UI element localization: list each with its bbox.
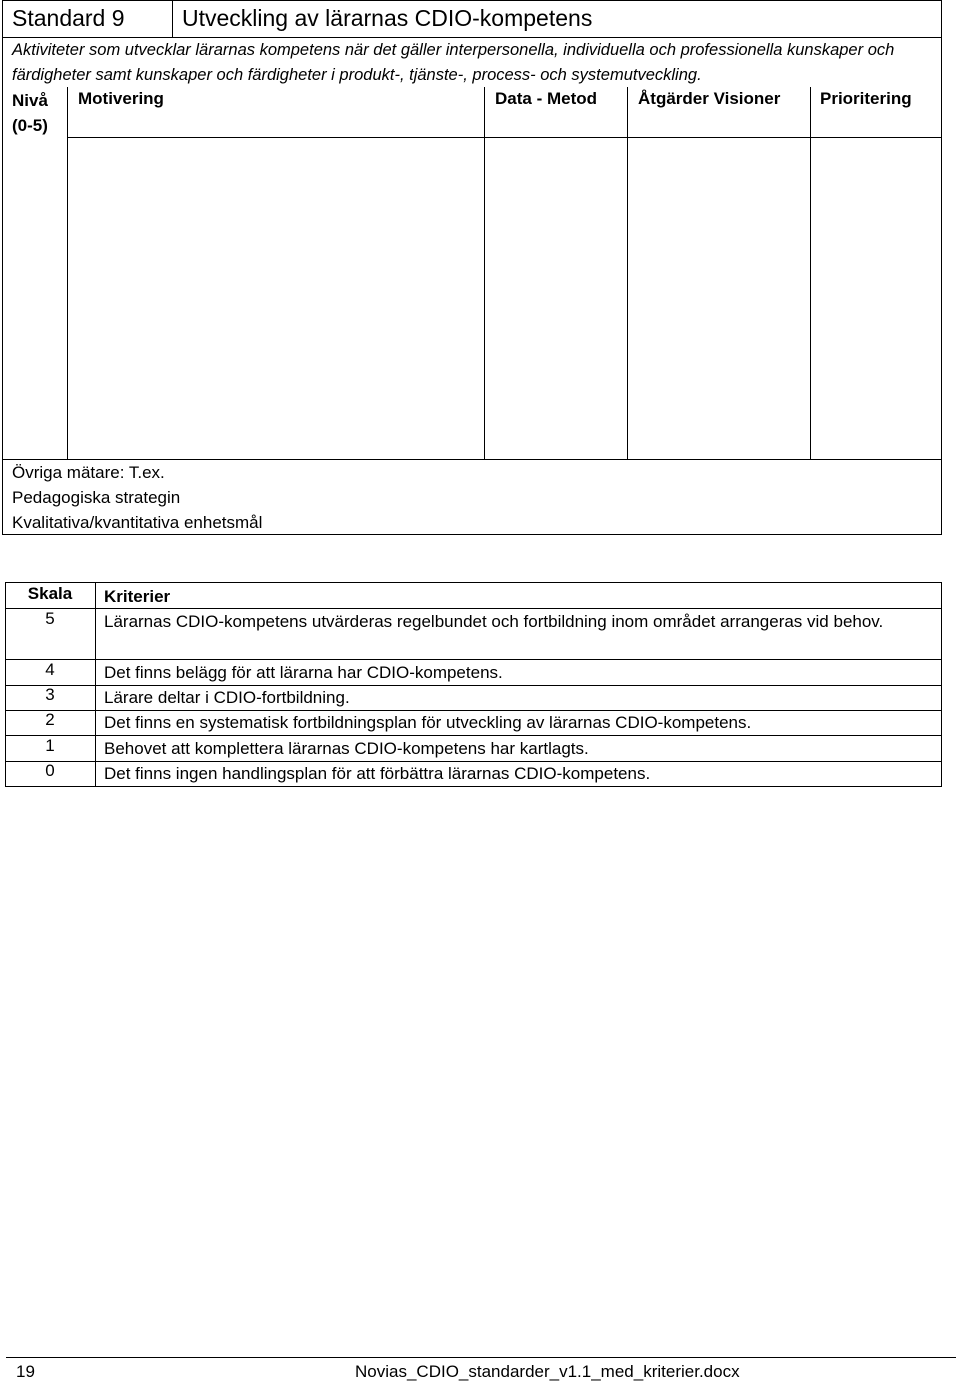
scale-value: 0 bbox=[45, 761, 55, 780]
page-number: 19 bbox=[16, 1362, 35, 1381]
scale-header: Skala bbox=[27, 584, 73, 603]
intro-text: Aktiviteter som utvecklar lärarnas kompetens när det gäller interpersonella, individuella och professionella kunskaper och färdigheter samt kunskaper och färdigheter i produkt-, tjänste-, process- och systemutveckling. bbox=[12, 41, 895, 84]
scale-value: 4 bbox=[45, 660, 55, 679]
table-row bbox=[5, 761, 941, 786]
scale-value: 1 bbox=[45, 736, 55, 755]
footer-filename: Novias_CDIO_standarder_v1.1_med_kriterier.docx bbox=[355, 1362, 740, 1381]
table-row bbox=[5, 710, 941, 735]
divider bbox=[67, 87, 68, 459]
column-header-prioritering: Prioritering bbox=[820, 89, 912, 108]
table-row bbox=[5, 609, 941, 659]
column-header-data-metod: Data - Metod bbox=[495, 89, 597, 108]
table-row bbox=[5, 736, 941, 761]
column-header-niva: Nivå (0-5) bbox=[12, 91, 48, 135]
other-metrics bbox=[12, 460, 262, 535]
criteria-text: Lärare deltar i CDIO-fortbildning. bbox=[104, 688, 350, 707]
scale-value: 2 bbox=[45, 710, 55, 729]
criteria-text: Behovet att komplettera lärarnas CDIO-kompetens har kartlagts. bbox=[104, 739, 589, 758]
criteria-text: Det finns belägg för att lärarna har CDIO-kompetens. bbox=[104, 663, 503, 682]
table-row bbox=[5, 660, 941, 685]
divider bbox=[484, 87, 485, 459]
criteria-header: Kriterier bbox=[104, 587, 171, 606]
other-metrics-line: Övriga mätare: T.ex. bbox=[12, 463, 165, 482]
divider bbox=[172, 0, 173, 37]
other-metrics-line: Kvalitativa/kvantitativa enhetsmål bbox=[12, 513, 263, 532]
divider bbox=[810, 87, 811, 459]
other-metrics-line: Pedagogiska strategin bbox=[12, 488, 181, 507]
scale-value: 5 bbox=[45, 609, 55, 628]
standard-label: Standard 9 bbox=[12, 5, 125, 31]
table-header-row bbox=[5, 584, 941, 608]
criteria-text: Det finns en systematisk fortbildningsplan för utveckling av lärarnas CDIO-kompetens. bbox=[104, 713, 752, 732]
column-header-atgarder: Åtgärder Visioner bbox=[638, 89, 781, 108]
criteria-text: Lärarnas CDIO-kompetens utvärderas regelbundet och fortbildning inom området arrangeras vid behov. bbox=[104, 612, 884, 631]
column-header-motivering: Motivering bbox=[78, 89, 164, 108]
scale-value: 3 bbox=[45, 685, 55, 704]
divider bbox=[627, 87, 628, 459]
table-row bbox=[5, 685, 941, 710]
standard-title: Utveckling av lärarnas CDIO-kompetens bbox=[182, 5, 593, 31]
criteria-text: Det finns ingen handlingsplan för att förbättra lärarnas CDIO-kompetens. bbox=[104, 764, 651, 783]
footer-rule bbox=[6, 1357, 956, 1358]
